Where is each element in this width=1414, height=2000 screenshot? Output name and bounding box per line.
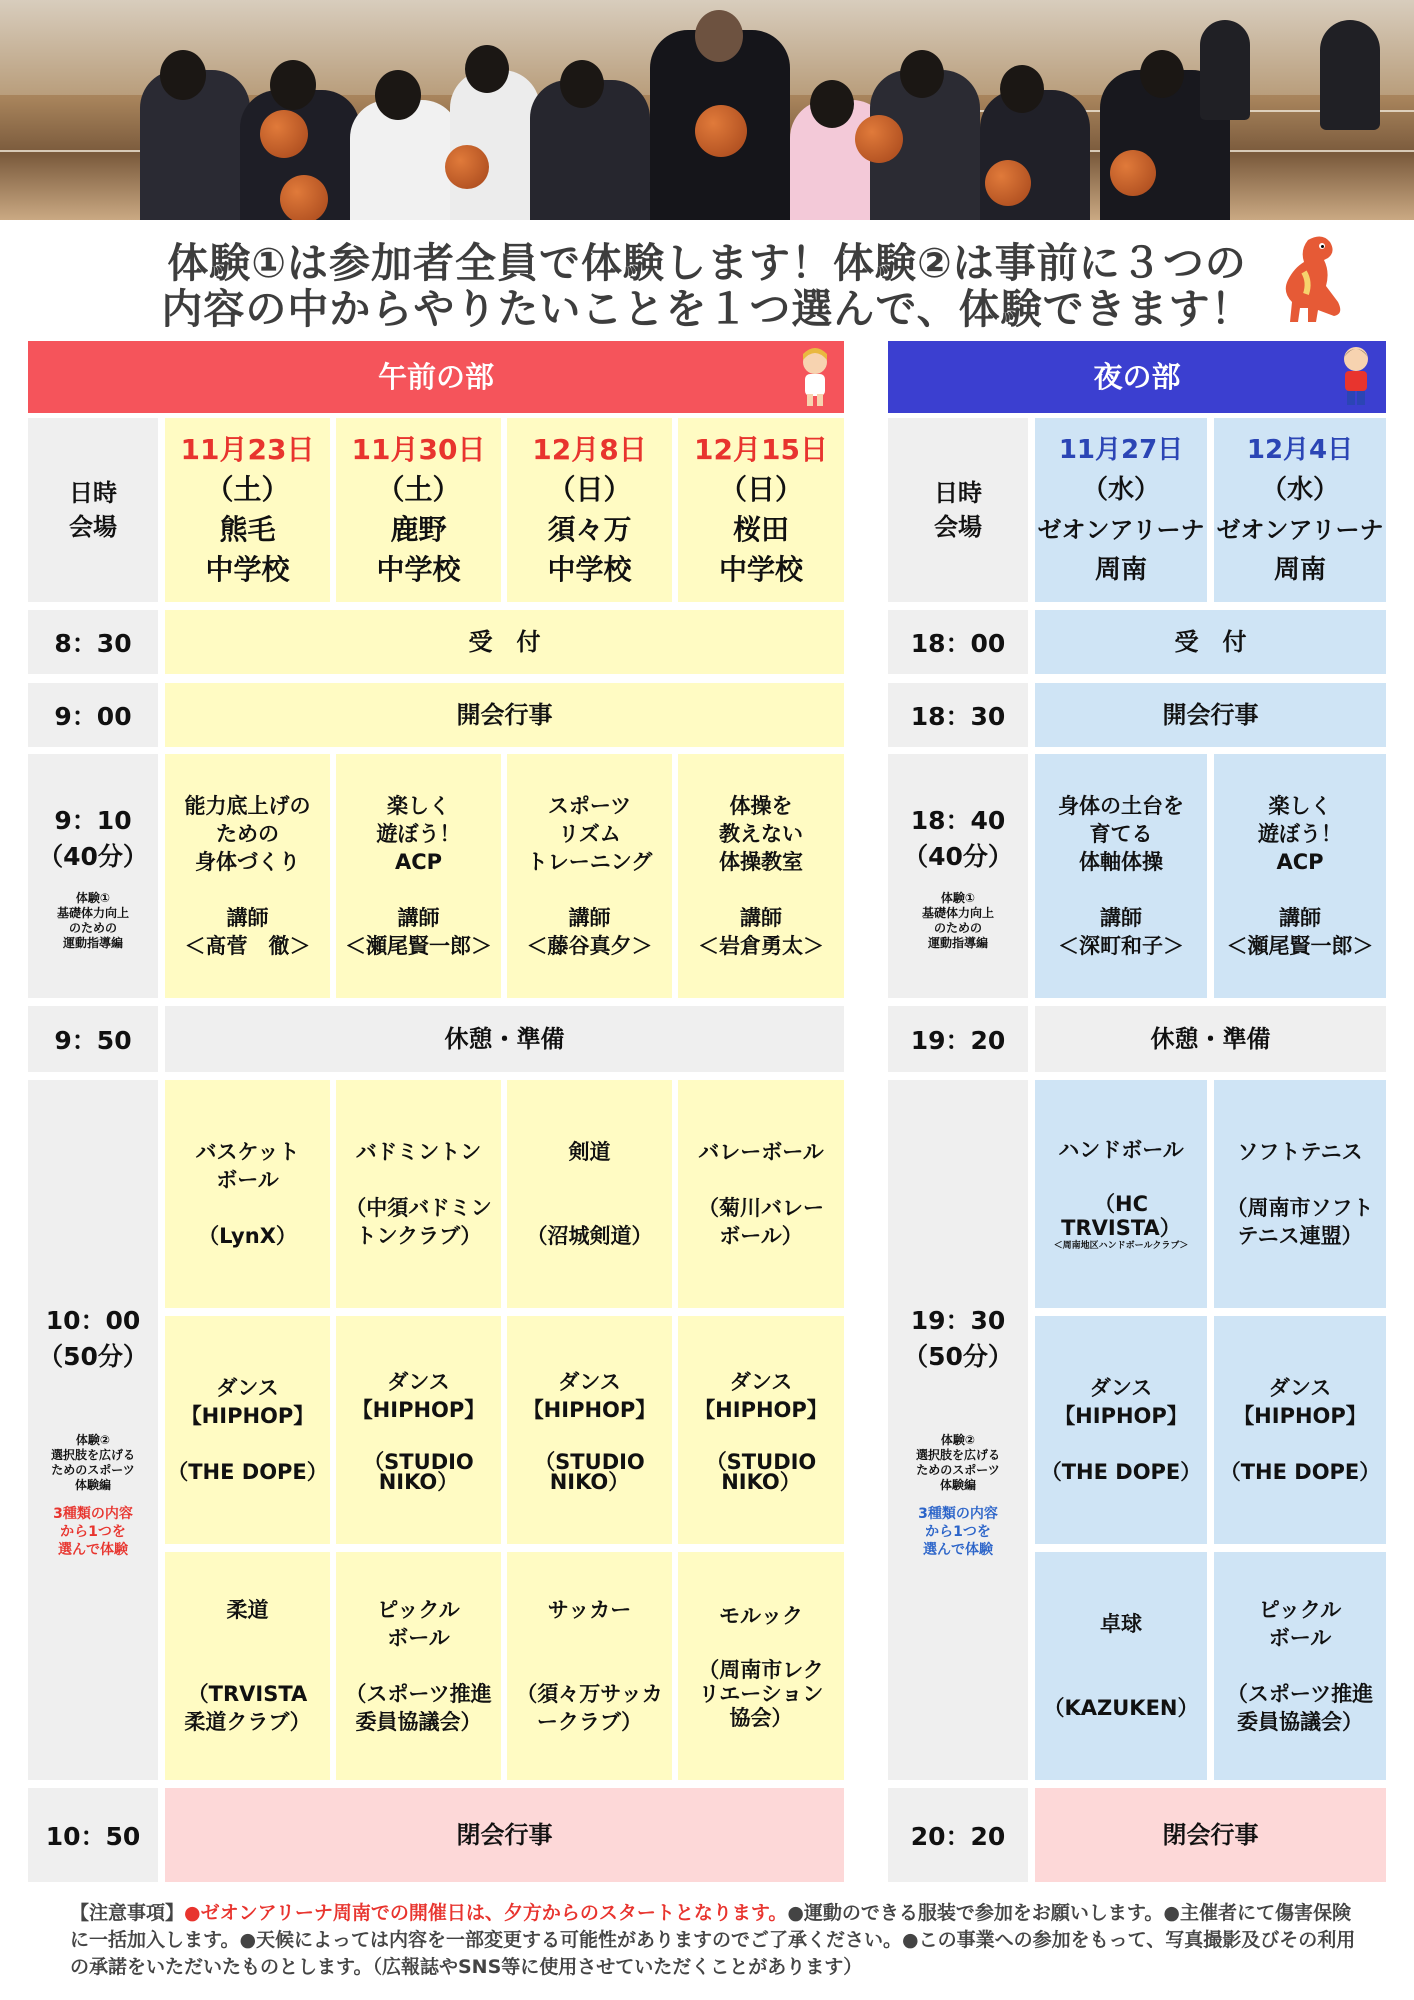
girl-illustration-icon <box>795 346 835 408</box>
cell-text: 体軸体操 <box>1079 850 1163 874</box>
cell-text: リズム <box>558 822 621 846</box>
cell-text: ボール <box>387 1626 450 1650</box>
cell-text: 【HIPHOP】 <box>522 1398 657 1422</box>
pm-date-venue-label <box>888 418 1028 602</box>
pm-time-experience2 <box>888 1080 1028 1780</box>
cell-text: 柔道クラブ） <box>184 1710 311 1734</box>
cell-text: 【HIPHOP】 <box>1233 1404 1367 1428</box>
cell-text: （STUDIO <box>363 1450 474 1474</box>
cell-text: 選んで体験 <box>923 1542 993 1558</box>
cell-text: 基礎体力向上 <box>56 906 129 920</box>
cell-text: バスケット <box>195 1140 300 1164</box>
am-exp2-r1-c4 <box>678 1080 844 1308</box>
pm-reception: 受 付 <box>1035 610 1386 674</box>
cell-text: 周南 <box>1273 555 1326 585</box>
cell-text: ためのスポーツ <box>916 1463 1000 1477</box>
cell-text: ＜瀬尾賢一郎＞ <box>345 934 492 958</box>
notes <box>70 1900 1360 1981</box>
cell-text: ための <box>216 822 279 846</box>
cell-text: （50分） <box>38 1342 148 1371</box>
cell-text: 周南 <box>1094 555 1147 585</box>
cell-text: 体験② <box>940 1433 976 1447</box>
am-date-venue-label <box>28 418 158 602</box>
morning-section-header <box>28 341 844 413</box>
cell-text: 体験① <box>940 891 976 905</box>
cell-text: （土） <box>376 473 461 506</box>
cell-text: 委員協議会） <box>1237 1710 1363 1734</box>
pm-date-col-1 <box>1035 418 1207 602</box>
cell-text: 基礎体力向上 <box>921 906 994 920</box>
cell-text: 日時 <box>69 479 117 507</box>
cell-text: ACP <box>1276 850 1324 874</box>
am-time-reception: 8：30 <box>28 610 158 674</box>
cell-text: 桜田 <box>732 513 789 546</box>
cell-text: 講師 <box>226 906 269 930</box>
pm-time-reception: 18：00 <box>888 610 1028 674</box>
cell-text: （THE DOPE） <box>1219 1460 1381 1484</box>
cell-text: 講師 <box>568 906 611 930</box>
cell-text: から1つを <box>60 1524 126 1540</box>
cell-text: 12月8日 <box>532 433 647 466</box>
pm-exp2-r3-c1 <box>1035 1552 1207 1780</box>
cell-text: （スポーツ推進 <box>345 1682 492 1706</box>
pm-date-col-2 <box>1214 418 1386 602</box>
pm-experience1-col2 <box>1214 754 1386 998</box>
notes-important: ●ゼオンアリーナ周南での開催日は、夕方からのスタートとなります。 <box>184 1902 788 1924</box>
cell-text: バレーボール <box>698 1140 824 1164</box>
cell-text: ダンス <box>729 1370 793 1394</box>
cell-text: TRVISTA） <box>1061 1216 1181 1240</box>
cell-text: 遊ぼう！ <box>1258 822 1342 846</box>
cell-text: ピックル <box>377 1598 460 1622</box>
cell-text: ダンス <box>216 1376 279 1400</box>
cell-text: ークラブ） <box>536 1710 643 1734</box>
notes-body: ●運動のできる服装で参加をお願いします。●主催者にて傷害保険に一括加入します。●天候によっては内容を一部変更する可能性がありますのでご了承ください。●この事業への参加をもって、写真撮影及びその利用の承諾をいただいたものとします。（広報誌やSNS等に使用させていただくことがあります） <box>70 1902 1356 1978</box>
am-time-experience1 <box>28 754 158 998</box>
cell-text: 選択肢を広げる <box>50 1448 135 1462</box>
cell-text: 【HIPHOP】 <box>351 1398 486 1422</box>
cell-text: 【HIPHOP】 <box>180 1404 315 1428</box>
pm-break: 休憩・準備 <box>1035 1006 1386 1072</box>
am-exp2-r1-c1 <box>165 1080 330 1308</box>
cell-text: 鹿野 <box>390 513 447 546</box>
intro-heading-line2: 内容の中からやりたいことを１つ選んで、体験できます！ <box>161 285 1253 333</box>
cell-text: 体験編 <box>74 1478 111 1492</box>
cell-text: リエーション <box>698 1682 824 1706</box>
cell-text: ダンス <box>558 1370 621 1394</box>
cell-text: から1つを <box>925 1524 991 1540</box>
cell-text: ハンドボール <box>1058 1138 1184 1162</box>
am-exp2-r2-c2 <box>336 1316 501 1544</box>
cell-text: 10：00 <box>45 1306 141 1335</box>
cell-text: ボール） <box>719 1224 803 1248</box>
boy-illustration-icon <box>1335 343 1377 409</box>
cell-text: 教えない <box>719 822 803 846</box>
cell-text: 【HIPHOP】 <box>1054 1404 1188 1428</box>
cell-text: ダンス <box>387 1370 450 1394</box>
cell-text: （周南市ソフト <box>1226 1196 1374 1220</box>
am-time-opening: 9：00 <box>28 683 158 747</box>
cell-text: スポーツ <box>547 794 632 818</box>
cell-text: （沼城剣道） <box>526 1224 653 1248</box>
am-exp2-r2-c3 <box>507 1316 672 1544</box>
cell-text: ダンス <box>1089 1376 1153 1400</box>
pm-time-break: 19：20 <box>888 1006 1028 1072</box>
cell-text: 熊毛 <box>219 513 276 546</box>
cell-text: （土） <box>205 473 290 506</box>
cell-text: 18：40 <box>910 806 1006 835</box>
evening-section-title: 夜の部 <box>1093 360 1181 394</box>
cell-text: （THE DOPE） <box>167 1460 328 1484</box>
cell-text: 【HIPHOP】 <box>694 1398 828 1422</box>
cell-text: 体操を <box>729 794 793 818</box>
intro-heading-line1: 体験①は参加者全員で体験します！体験②は事前に３つの <box>167 239 1247 287</box>
am-exp2-r1-c3 <box>507 1080 672 1308</box>
header-photo <box>0 0 1414 220</box>
am-opening-ceremony: 開会行事 <box>165 683 844 747</box>
am-date-col-2 <box>336 418 501 602</box>
am-reception: 受 付 <box>165 610 844 674</box>
cell-text: （KAZUKEN） <box>1043 1696 1199 1720</box>
cell-text: バドミントン <box>355 1140 482 1164</box>
cell-text: 会場 <box>69 513 117 541</box>
cell-text: （周南市レク <box>698 1658 824 1682</box>
cell-text: （須々万サッカ <box>516 1682 663 1706</box>
cell-text: 運動指導編 <box>62 936 123 950</box>
cell-text: 体験① <box>75 891 111 905</box>
am-exp2-r1-c2 <box>336 1080 501 1308</box>
cell-text: 身体の土台を <box>1058 794 1184 818</box>
cell-text: （スポーツ推進 <box>1226 1682 1374 1706</box>
cell-text: ＜岩倉勇太＞ <box>698 934 824 958</box>
pm-exp2-r1-c1 <box>1035 1080 1207 1308</box>
pm-exp2-r2-c1 <box>1035 1316 1207 1544</box>
cell-text: （水） <box>1081 475 1160 505</box>
cell-text: 講師 <box>1100 906 1142 930</box>
cell-text: 11月30日 <box>351 433 486 466</box>
cell-text: （日） <box>547 473 632 506</box>
am-date-col-3 <box>507 418 672 602</box>
cell-text: サッカー <box>547 1598 632 1622</box>
pm-closing-ceremony: 閉会行事 <box>1035 1788 1386 1882</box>
am-exp2-r3-c3 <box>507 1552 672 1780</box>
cell-text: （STUDIO <box>705 1450 817 1474</box>
am-experience1-col2 <box>336 754 501 998</box>
am-exp2-r3-c2 <box>336 1552 501 1780</box>
cell-text: 講師 <box>397 906 440 930</box>
cell-text: （菊川バレー <box>698 1196 824 1220</box>
cell-text: 遊ぼう！ <box>376 822 461 846</box>
cell-text: 楽しく <box>387 794 450 818</box>
am-break: 休憩・準備 <box>165 1006 844 1072</box>
cell-text: 中学校 <box>718 553 803 586</box>
pm-exp2-r2-c2 <box>1214 1316 1386 1544</box>
cell-text: テニス連盟） <box>1237 1224 1363 1248</box>
cell-text: ソフトテニス <box>1237 1140 1363 1164</box>
cell-text: ＜周南地区ハンドボールクラブ＞ <box>1053 1241 1189 1251</box>
cell-text: 育てる <box>1089 822 1153 846</box>
cell-text: ダンス <box>1268 1376 1332 1400</box>
cell-text: ピックル <box>1258 1598 1342 1622</box>
cell-text: NIKO） <box>549 1470 630 1494</box>
cell-text: 11月23日 <box>180 433 315 466</box>
cell-text: ＜藤谷真夕＞ <box>526 934 653 958</box>
pm-time-opening: 18：30 <box>888 683 1028 747</box>
cell-text: （STUDIO <box>534 1450 645 1474</box>
cell-text: トレーニング <box>526 850 653 874</box>
cell-text: ためのスポーツ <box>51 1463 135 1477</box>
morning-section-title: 午前の部 <box>377 360 494 394</box>
cell-text: （50分） <box>903 1342 1013 1371</box>
cell-text: 中学校 <box>547 553 632 586</box>
cell-text: ＜瀬尾賢一郎＞ <box>1226 934 1374 958</box>
cell-text: 体操教室 <box>719 850 803 874</box>
cell-text: ボール <box>216 1168 279 1192</box>
cell-text: 3種類の内容 <box>918 1506 998 1522</box>
am-date-col-4 <box>678 418 844 602</box>
cell-text: 19：30 <box>910 1306 1006 1335</box>
pm-experience1-col1 <box>1035 754 1207 998</box>
cell-text: 中学校 <box>376 553 461 586</box>
cell-text: のための <box>68 921 117 935</box>
cell-text: 須々万 <box>547 513 632 546</box>
cell-text: （TRVISTA <box>187 1682 308 1706</box>
cell-text: 講師 <box>740 906 782 930</box>
am-closing-ceremony: 閉会行事 <box>165 1788 844 1882</box>
cell-text: ＜髙菅 徹＞ <box>184 934 311 958</box>
cell-text: 講師 <box>1279 906 1321 930</box>
cell-text: 委員協議会） <box>355 1710 482 1734</box>
am-date-col-1 <box>165 418 330 602</box>
cell-text: のための <box>933 921 982 935</box>
cell-text: 身体づくり <box>195 850 300 874</box>
cell-text: （水） <box>1260 475 1339 505</box>
cell-text: 運動指導編 <box>927 936 988 950</box>
cell-text: 体験② <box>75 1433 111 1447</box>
notes-prefix: 【注意事項】 <box>70 1902 185 1924</box>
cell-text: （中須バドミン <box>345 1196 492 1220</box>
cell-text: ＜深町和子＞ <box>1058 934 1184 958</box>
cell-text: NIKO） <box>721 1470 801 1494</box>
cell-text: 12月15日 <box>694 433 828 466</box>
pm-exp2-r3-c2 <box>1214 1552 1386 1780</box>
cell-text: 9：10 <box>54 806 132 835</box>
am-experience1-col3 <box>507 754 672 998</box>
am-exp2-r2-c1 <box>165 1316 330 1544</box>
cell-text: （HC <box>1094 1192 1148 1216</box>
cell-text: 楽しく <box>1268 794 1332 818</box>
cell-text: ゼオンアリーナ <box>1037 516 1205 544</box>
cell-text: モルック <box>719 1604 803 1628</box>
cell-text: 選択肢を広げる <box>915 1448 1000 1462</box>
cell-text: ACP <box>394 850 443 874</box>
cell-text: 日時 <box>934 479 982 507</box>
cell-text: 柔道 <box>226 1598 269 1622</box>
evening-section-header <box>888 341 1386 413</box>
pm-time-closing: 20：20 <box>888 1788 1028 1882</box>
dinosaur-icon <box>1278 232 1348 324</box>
cell-text: ボール <box>1268 1626 1332 1650</box>
cell-text: 協会） <box>729 1706 793 1730</box>
cell-text: 体験編 <box>939 1478 976 1492</box>
cell-text: NIKO） <box>378 1470 459 1494</box>
pm-exp2-r1-c2 <box>1214 1080 1386 1308</box>
pm-time-experience1 <box>888 754 1028 998</box>
cell-text: 卓球 <box>1100 1612 1142 1636</box>
am-time-experience2 <box>28 1080 158 1780</box>
am-time-break: 9：50 <box>28 1006 158 1072</box>
cell-text: 選んで体験 <box>58 1542 128 1558</box>
cell-text: 剣道 <box>568 1140 611 1164</box>
am-experience1-col4 <box>678 754 844 998</box>
cell-text: ゼオンアリーナ <box>1216 516 1384 544</box>
am-exp2-r3-c1 <box>165 1552 330 1780</box>
am-exp2-r3-c4 <box>678 1552 844 1780</box>
cell-text: （40分） <box>903 842 1013 871</box>
pm-opening-ceremony: 開会行事 <box>1035 683 1386 747</box>
cell-text: 会場 <box>934 513 982 541</box>
cell-text: トンクラブ） <box>355 1224 482 1248</box>
cell-text: （LynX） <box>198 1224 297 1248</box>
cell-text: 能力底上げの <box>184 794 311 818</box>
cell-text: 11月27日 <box>1058 435 1184 465</box>
cell-text: 中学校 <box>205 553 290 586</box>
am-time-closing: 10：50 <box>28 1788 158 1882</box>
cell-text: 3種類の内容 <box>53 1506 133 1522</box>
cell-text: 12月4日 <box>1246 435 1354 465</box>
cell-text: （THE DOPE） <box>1040 1460 1202 1484</box>
am-experience1-col1 <box>165 754 330 998</box>
am-exp2-r2-c4 <box>678 1316 844 1544</box>
cell-text: （40分） <box>38 842 148 871</box>
cell-text: （日） <box>718 473 803 506</box>
